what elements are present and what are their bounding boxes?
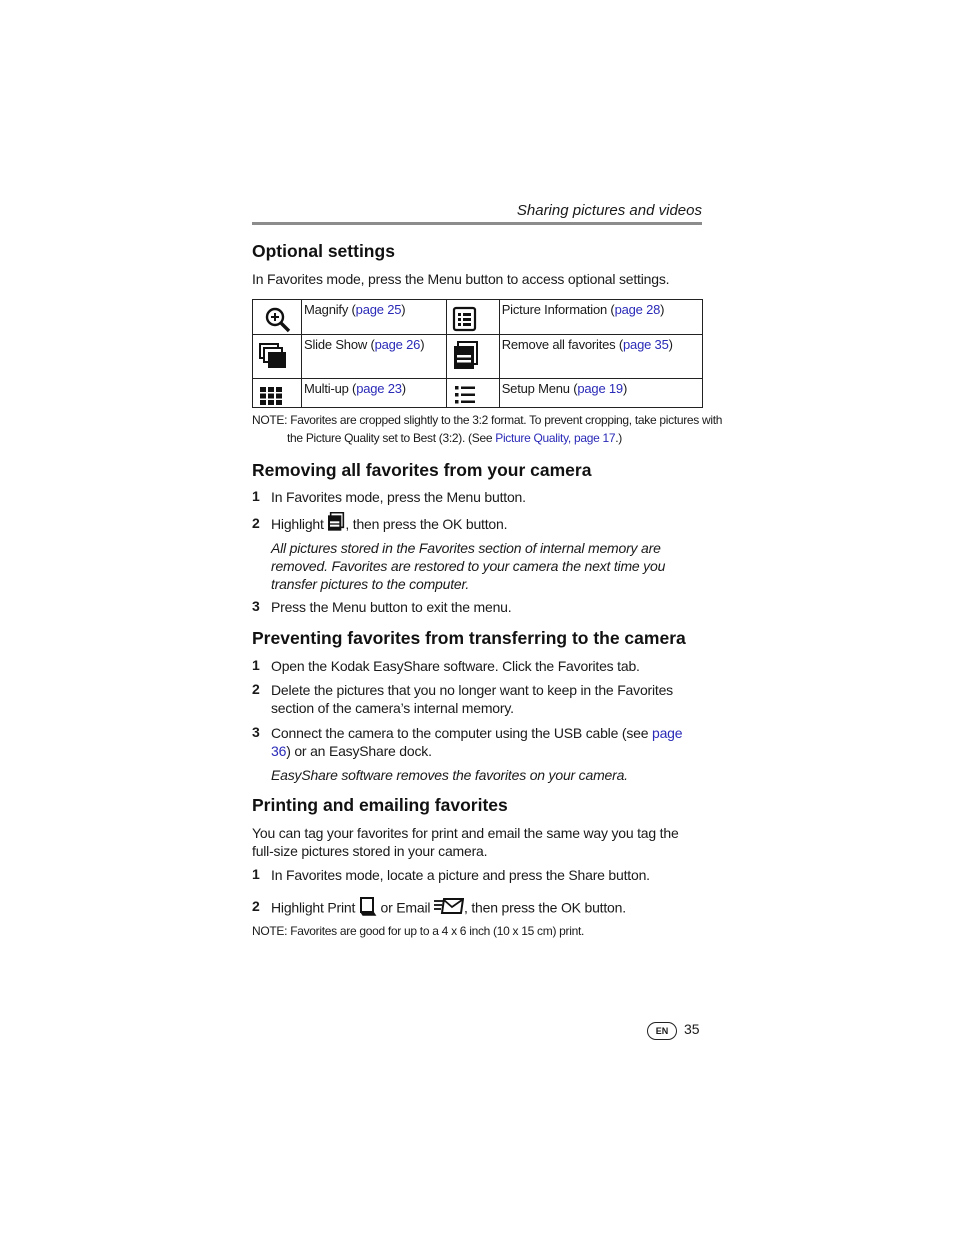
note-text: .) — [615, 431, 622, 445]
link-picture-quality[interactable]: Picture Quality, page 17 — [495, 431, 616, 445]
option-multi-up-label: Multi-up ( — [304, 381, 357, 396]
paren: ) — [668, 337, 673, 352]
option-remove-favorites-label: Remove all favorites ( — [501, 337, 624, 352]
picture-info-icon — [447, 306, 499, 332]
link-page-36[interactable]: page 36 — [271, 725, 683, 759]
printing-step-1: In Favorites mode, locate a picture and press the Share button. — [271, 867, 650, 883]
table-cell-icon — [253, 335, 302, 379]
optional-settings-table — [252, 299, 703, 408]
page-number: 35 — [684, 1021, 700, 1037]
preventing-result: EasyShare software removes the favorites on your camera. — [271, 767, 628, 783]
step-number: 3 — [252, 598, 260, 614]
option-picture-info-label: Picture Information ( — [501, 302, 615, 317]
table-cell-icon — [446, 300, 499, 335]
table-cell-icon — [446, 379, 499, 408]
step-text: ) or an EasyShare dock. — [286, 743, 432, 759]
language-badge: EN — [647, 1022, 677, 1040]
remove-favorites-icon — [327, 515, 345, 536]
step-text: Highlight Print — [271, 899, 359, 916]
step-number: 3 — [252, 724, 260, 740]
step-text: Connect the camera to the computer using the USB cable (see — [271, 725, 652, 741]
preventing-step-2: Delete the pictures that you no longer want to keep in the Favorites section of the camera’s internal memory. — [271, 682, 673, 716]
note-cropping-line2 — [287, 430, 622, 447]
step-number: 1 — [252, 866, 260, 882]
paren: ) — [660, 302, 665, 317]
table-cell-label — [302, 300, 447, 335]
heading-removing-favorites: Removing all favorites from your camera — [252, 460, 592, 480]
header-rule — [252, 222, 702, 225]
table-cell-label — [302, 335, 447, 379]
table-cell-label — [302, 379, 447, 408]
removing-step-3: Press the Menu button to exit the menu. — [271, 599, 512, 615]
preventing-step-3 — [271, 724, 703, 760]
table-cell-label — [499, 335, 702, 379]
link-page-23[interactable]: page 23 — [356, 381, 402, 396]
magnify-icon — [253, 306, 301, 334]
table-cell-label — [499, 300, 702, 335]
link-page-19[interactable]: page 19 — [577, 381, 623, 396]
removing-step-1: In Favorites mode, press the Menu button. — [271, 489, 526, 505]
printing-intro: You can tag your favorites for print and email the same way you tag the full-size pictures stored in your camera. — [252, 825, 679, 859]
remove-favorites-icon — [447, 341, 499, 371]
step-number: 2 — [252, 681, 260, 697]
step-number: 2 — [252, 898, 260, 914]
heading-printing-emailing: Printing and emailing favorites — [252, 795, 508, 815]
option-setup-menu-label: Setup Menu ( — [501, 381, 578, 396]
option-magnify-label: Magnify ( — [304, 302, 356, 317]
preventing-step-1: Open the Kodak EasyShare software. Click the Favorites tab. — [271, 658, 640, 674]
running-header: Sharing pictures and videos — [516, 202, 702, 219]
printing-step-2 — [271, 898, 703, 920]
slide-show-icon — [253, 343, 301, 371]
link-page-28[interactable]: page 28 — [614, 302, 661, 317]
multi-up-icon — [253, 387, 301, 405]
step-text: , then press the OK button. — [463, 899, 626, 916]
step-text: Highlight — [271, 516, 328, 533]
heading-preventing-favorites: Preventing favorites from transferring to the camera — [252, 628, 686, 648]
step-number: 1 — [252, 488, 260, 504]
table-cell-icon — [253, 300, 302, 335]
paren: ) — [401, 302, 406, 317]
removing-result: All pictures stored in the Favorites section of internal memory are removed. Favorites are restored to your camera the next time you transfer pictures to the computer. — [271, 540, 666, 592]
print-icon — [359, 898, 377, 920]
table-cell-icon — [253, 379, 302, 408]
link-page-26[interactable]: page 26 — [374, 337, 421, 352]
note-cropping-line1: NOTE: Favorites are cropped slightly to the 3:2 format. To prevent cropping, take pictures with — [252, 413, 723, 427]
link-page-35[interactable]: page 35 — [623, 337, 669, 352]
paren: ) — [420, 337, 425, 352]
step-text: , then press the OK button. — [345, 516, 508, 533]
step-text: or Email — [376, 899, 434, 916]
heading-optional-settings: Optional settings — [252, 241, 395, 261]
link-page-25[interactable]: page 25 — [355, 302, 402, 317]
option-slide-show-label: Slide Show ( — [304, 337, 375, 352]
step-number: 2 — [252, 515, 260, 531]
note-text: the Picture Quality set to Best (3:2). (See — [287, 431, 496, 445]
optional-intro: In Favorites mode, press the Menu button to access optional settings. — [252, 271, 670, 287]
setup-menu-icon — [447, 385, 499, 405]
table-cell-icon — [446, 335, 499, 379]
paren: ) — [401, 381, 406, 396]
paren: ) — [622, 381, 628, 396]
email-icon — [434, 900, 464, 918]
step-number: 1 — [252, 657, 260, 673]
note-print-size: NOTE: Favorites are good for up to a 4 x 6 inch (10 x 15 cm) print. — [252, 924, 585, 938]
removing-step-2 — [271, 515, 703, 536]
table-cell-label — [499, 379, 702, 408]
